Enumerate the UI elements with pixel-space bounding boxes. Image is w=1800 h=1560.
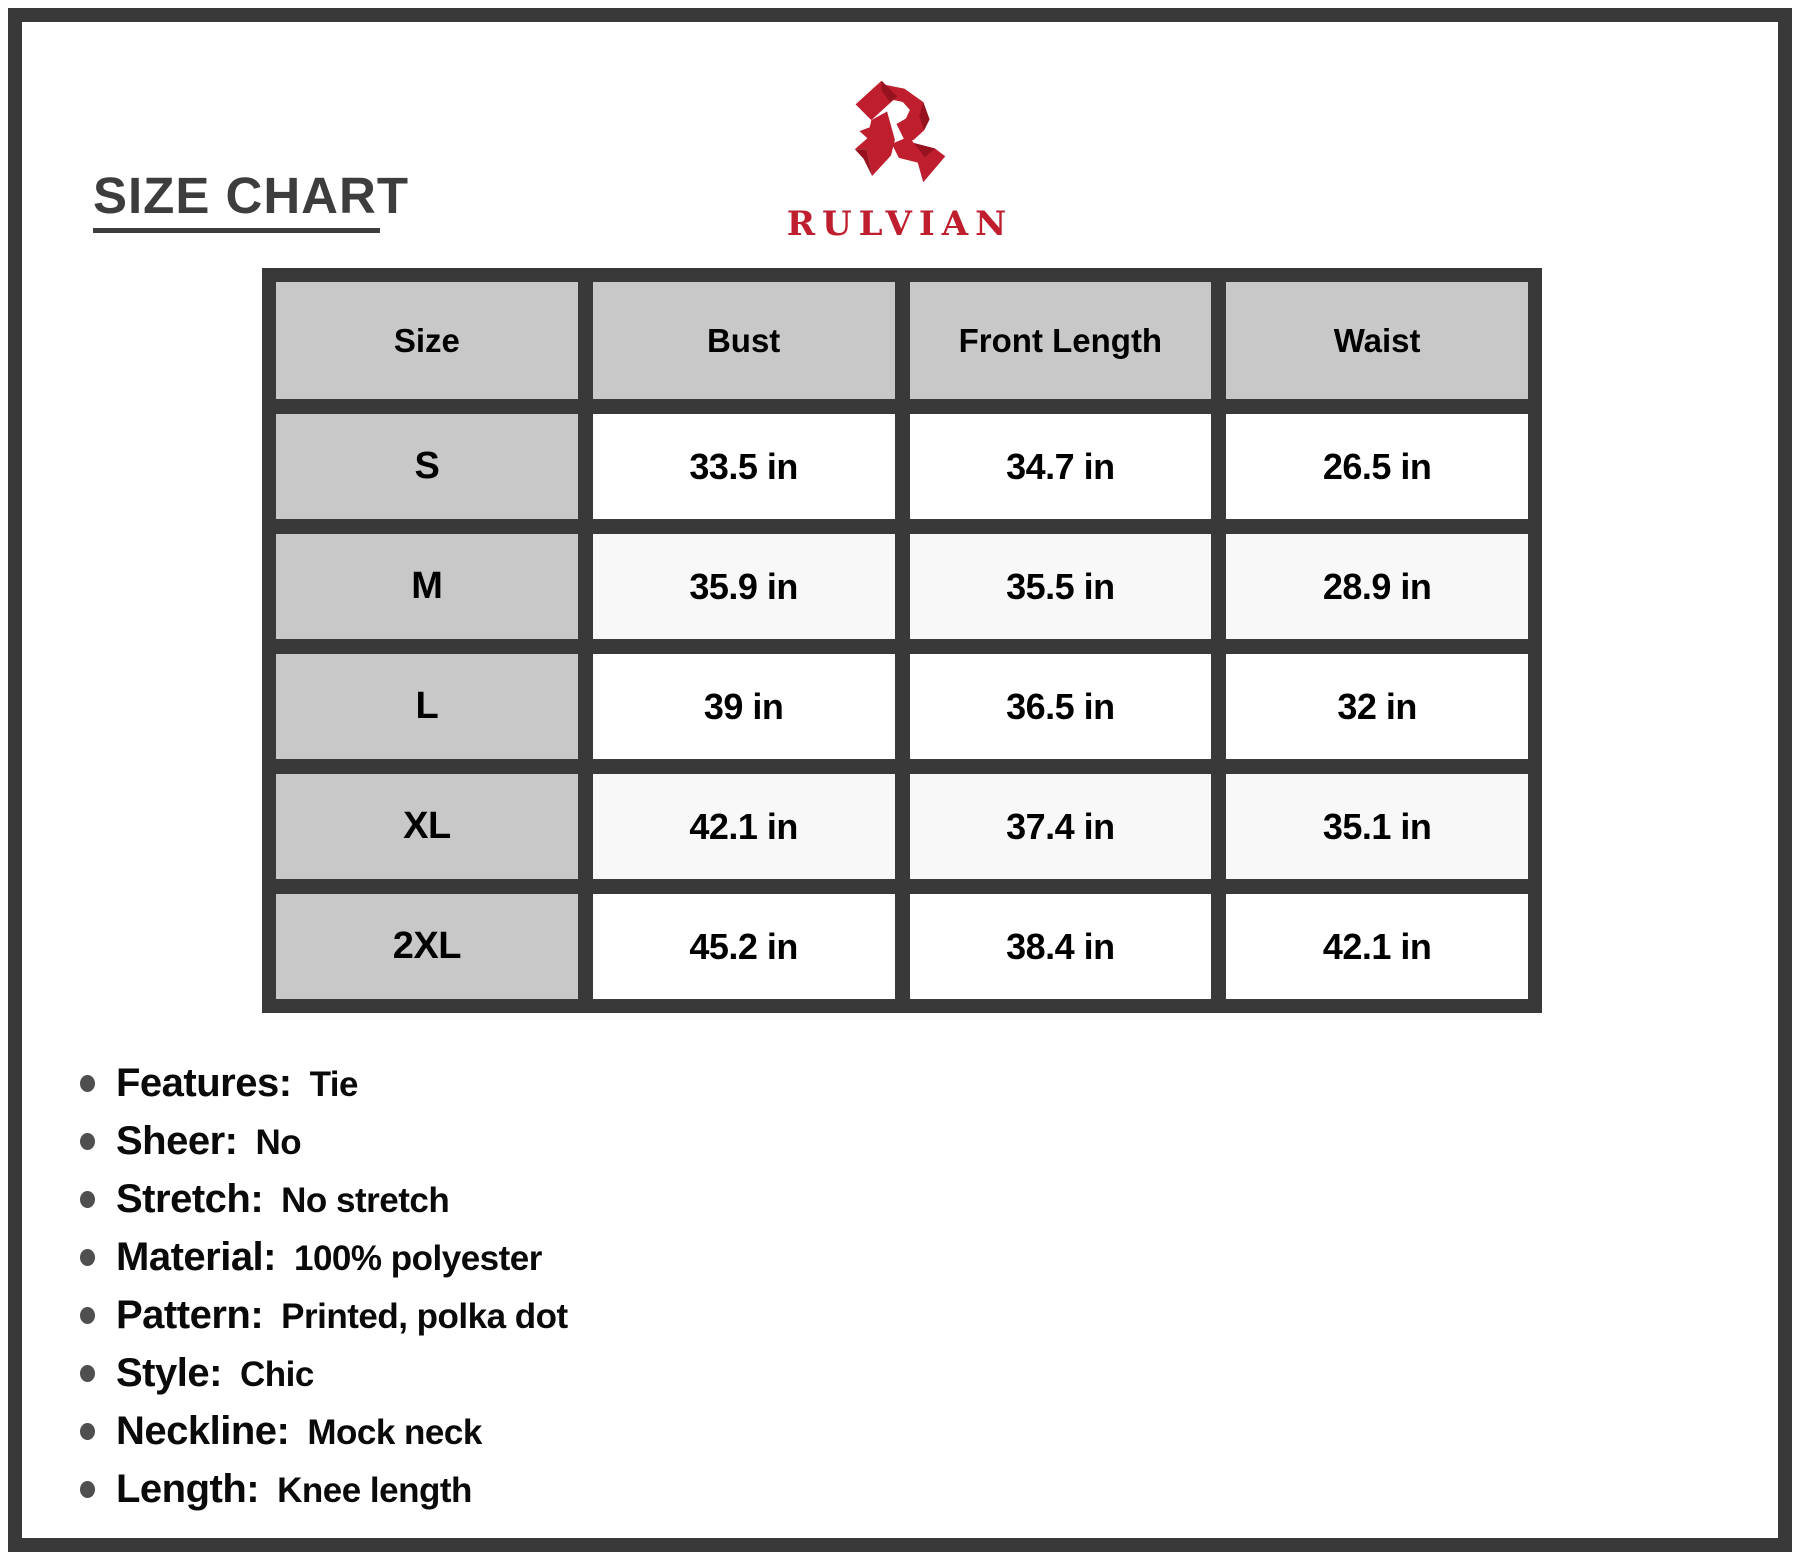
detail-item-style (80, 1344, 568, 1402)
detail-value: Mock neck (307, 1412, 482, 1452)
angular-r-logo-icon (843, 62, 961, 205)
front-length-cell: 38.4 in (910, 894, 1212, 999)
bust-cell: 35.9 in (593, 534, 895, 639)
size-cell: 2XL (276, 894, 578, 999)
front-length-cell: 35.5 in (910, 534, 1212, 639)
bust-cell: 39 in (593, 654, 895, 759)
column-header-front-length: Front Length (910, 282, 1212, 399)
detail-value: 100% polyester (294, 1238, 542, 1278)
detail-label: Features: (116, 1060, 292, 1105)
detail-value: Tie (309, 1064, 358, 1104)
bust-cell: 33.5 in (593, 414, 895, 519)
bullet-icon (80, 1365, 95, 1382)
detail-value: No stretch (281, 1180, 450, 1220)
title-underline (93, 228, 380, 233)
detail-item-length (80, 1460, 568, 1518)
bullet-icon (80, 1133, 95, 1150)
front-length-cell: 37.4 in (910, 774, 1212, 879)
detail-value: No (255, 1122, 302, 1162)
waist-cell: 42.1 in (1226, 894, 1528, 999)
brand-name: RULVIAN (786, 204, 1014, 244)
detail-item-stretch (80, 1170, 568, 1228)
bust-cell: 45.2 in (593, 894, 895, 999)
detail-label: Pattern: (116, 1292, 264, 1337)
detail-value: Knee length (277, 1470, 472, 1510)
detail-value: Printed, polka dot (281, 1296, 568, 1336)
bullet-icon (80, 1249, 95, 1266)
detail-value: Chic (239, 1354, 314, 1394)
size-cell: M (276, 534, 578, 639)
size-cell: L (276, 654, 578, 759)
detail-item-features (80, 1054, 568, 1112)
front-length-cell: 36.5 in (910, 654, 1212, 759)
bust-cell: 42.1 in (593, 774, 895, 879)
page-title: SIZE CHART (93, 167, 409, 224)
front-length-cell: 34.7 in (910, 414, 1212, 519)
detail-item-neckline (80, 1402, 568, 1460)
bullet-icon (80, 1481, 95, 1498)
detail-item-sheer (80, 1112, 568, 1170)
waist-cell: 35.1 in (1226, 774, 1528, 879)
bullet-icon (80, 1075, 95, 1092)
column-header-waist: Waist (1226, 282, 1528, 399)
detail-label: Stretch: (116, 1176, 264, 1221)
detail-item-pattern (80, 1286, 568, 1344)
bullet-icon (80, 1307, 95, 1324)
size-cell: XL (276, 774, 578, 879)
detail-label: Length: (116, 1466, 260, 1511)
column-header-bust: Bust (593, 282, 895, 399)
waist-cell: 28.9 in (1226, 534, 1528, 639)
detail-label: Material: (116, 1234, 276, 1279)
size-cell: S (276, 414, 578, 519)
column-header-size: Size (276, 282, 578, 399)
size-chart-table (262, 268, 1542, 1013)
bullet-icon (80, 1191, 95, 1208)
detail-label: Style: (116, 1350, 222, 1395)
detail-label: Sheer: (116, 1118, 238, 1163)
detail-item-material (80, 1228, 568, 1286)
product-details-list (80, 1054, 568, 1518)
waist-cell: 26.5 in (1226, 414, 1528, 519)
bullet-icon (80, 1423, 95, 1440)
detail-label: Neckline: (116, 1408, 290, 1453)
waist-cell: 32 in (1226, 654, 1528, 759)
